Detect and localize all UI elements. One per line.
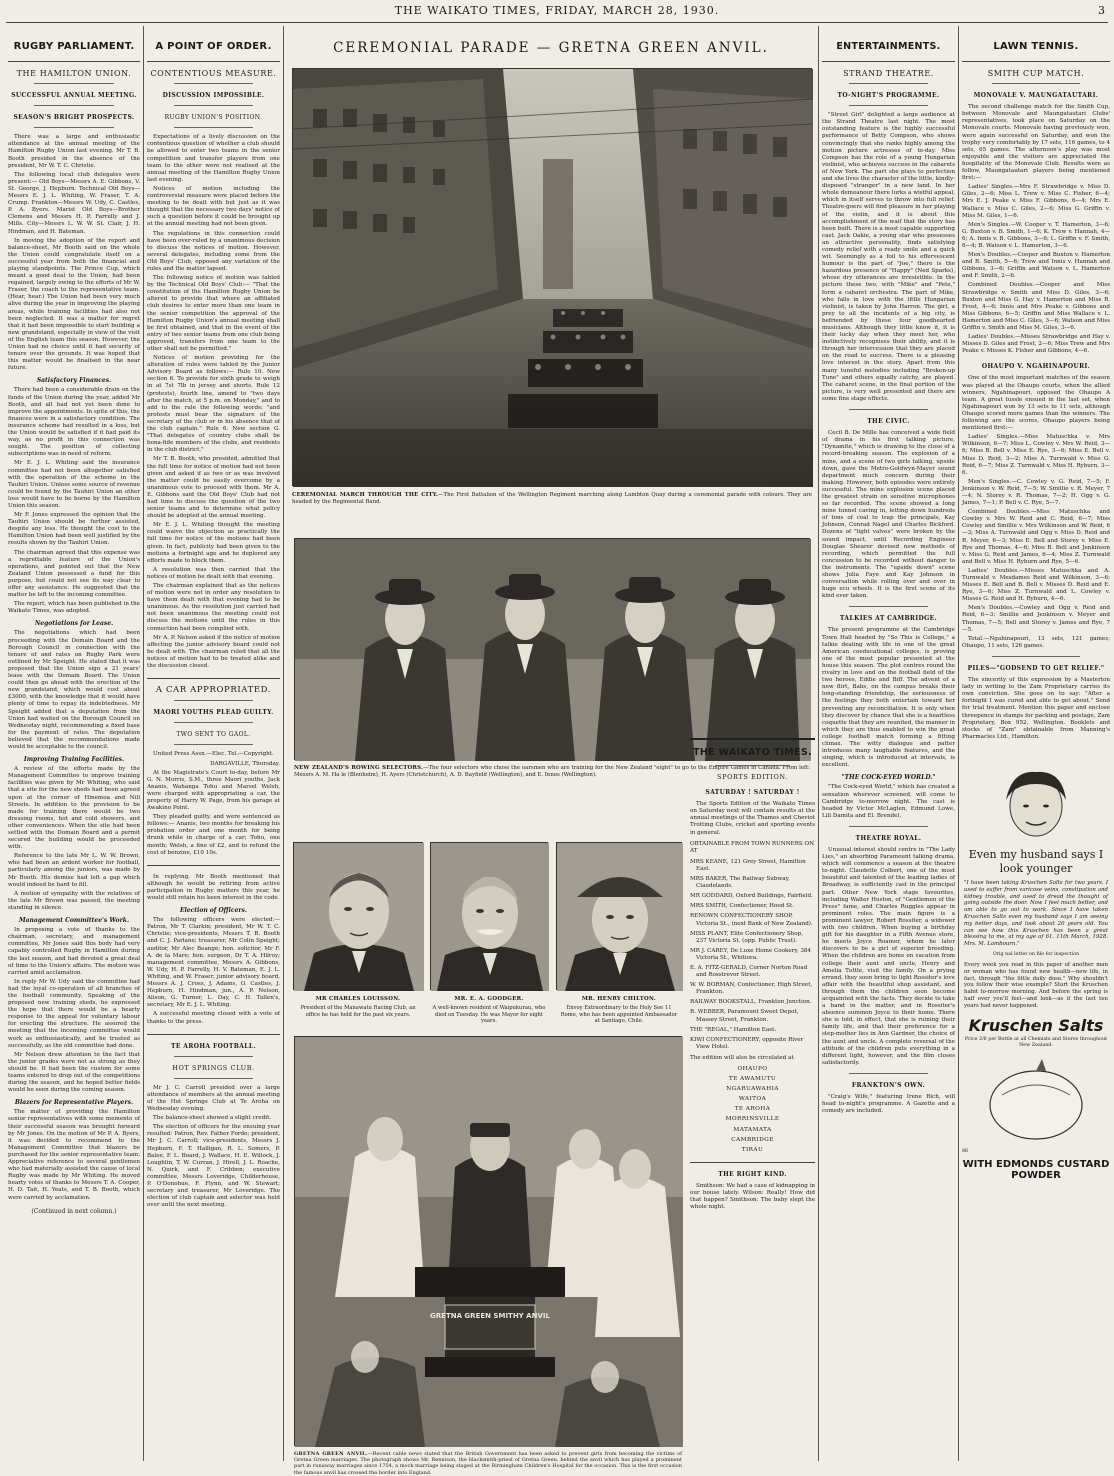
divider — [962, 61, 1110, 62]
article-paragraph: Ladies' Doubles.—Misses Strawbridge and Hay v. Misses D. Giles and Frost, 2—6; Miss Trew and Mrs Peake v. Misses K. Fisher and Gibbons, 4—6. — [962, 334, 1110, 355]
article-paragraph: The balance-sheet showed a slight credit. — [153, 1115, 272, 1122]
deck: SEASON'S BRIGHT PROSPECTS. — [13, 114, 135, 122]
divider — [849, 606, 929, 607]
box-rule — [690, 738, 815, 740]
article-paragraph: The following local club delegates were present:— Old Boys—Messrs A. E. Gibbons, V. St. George, J. Hepburn. Technical Old Boys—Messrs E. J. L. Whiting, W. Fraser, T. A. Crump. Frankton—Messrs W. Udy, C. Castles, P. A. Byers. Marist Old Boys—Brother Clemens and Messrs H. P. Farrelly and J. Mills. City—Messrs L. W. W. St. Clair, J. H. Hindman, and H. Bateman. — [8, 171, 140, 235]
portrait-description: Envoy Extraordinary to the Holy See 11 Rome, who has been appointed Ambassador at Santiago, Chile. — [560, 1005, 678, 1025]
deck: RUGBY UNION'S POSITION. — [164, 114, 263, 122]
caption-ceremonial-march — [292, 492, 812, 506]
article-paragraph: There had been a considerable drain on the funds of the Union during the year, added Mr Booth, and all had not yet been done to improve the appointments. In spite of this, the finances were in a satisfactory condition. The insurance scheme had resulted in a loss, but the Union would be satisfied if it had paid its way, as no profit in this connection was sought. The position of collecting subscriptions was in need of reform. — [8, 387, 140, 458]
article-paragraph: Notices of motion including the controversial measure were placed before the meeting to be dealt with but just as it was thought that the necessary two days' notice of such a question before it could be brought up at the annual meeting had not been given. — [147, 185, 280, 228]
divider — [174, 722, 254, 723]
deck: SUCCESSFUL ANNUAL MEETING. — [11, 92, 137, 100]
article-paragraph: "The Cock-eyed World," which has created a sensation wherever screened, will come to Cambridge to-morrow night. The cast is headed by Victor McLaglen, Edmund Lowe, Lili Damita and El. Brendel. — [822, 784, 955, 819]
ad-headline: Even my husband says I look younger — [968, 848, 1104, 875]
divider — [849, 83, 929, 84]
column-rugby-parliament — [8, 26, 140, 1461]
section-subhead: "THE COCK-EYED WORLD." — [841, 774, 936, 782]
divider — [849, 1073, 929, 1074]
agent-item: MRS SMITH, Confectioner, Hood St. — [690, 903, 795, 910]
section-subhead: Blazers for Representative Players. — [14, 1099, 134, 1107]
ad-number: 86 — [962, 1148, 969, 1154]
article-paragraph: Mr E. J. L. Whiting said the insurance committee had not been altogether satisfied with the operation of the scheme in the Tauhiri Union. Unless some source of revenue could be found by the Tauhiri Union an other loss would have to be borne by the Hamilton Union this season. — [8, 460, 140, 509]
headline-te-aroha-football: TE AROHA FOOTBALL. — [170, 1042, 257, 1050]
article-paragraph: The second challenge match for the Smith Cup, between Monovale and Maungatautari Clubs' representatives, took place on Saturday on the Monovale courts. Monovale having previously won, were again successful on Saturday, and won the trophy very comfortably by 17 sets, 116 games, to 4 sets, 65 games. The afternoon's play was most enjoyable and the visitors are appreciated the hospitality of the Monovale Club. Results were as follow, Maungatautari players being mentioned first:— — [962, 104, 1110, 182]
divider — [147, 865, 280, 866]
town-item: TE AROHA — [734, 1106, 771, 1113]
portrait-description: President of the Manawatu Racing Club, an office he has held for the past six years. — [300, 1005, 416, 1018]
caption-text: —Recent cable news stated that the British Government has been asked to prevent girls from becoming the victims of Gretna Green marriages. The photograph shows Mr. Rennison, the blacksmith-priest of Gretna Green, behind the anvil which has played a prominent part in runaway marriages since 1754, a mock marriage being staged at the Birmingham Children's Hospital for the occasion. This is the first occasion the famous anvil has crossed the border into England. — [294, 1451, 682, 1476]
divider — [849, 105, 929, 106]
article-paragraph: Cecil B. De Mille has conceived a wide field of drama in his first talking picture, "Dynamite," which is drawing to the close of a record-breaking season. The explosion of a mine, and a scene of two girls talking, upside down, gave the Metro-Goldwyn-Mayer sound department much concern during their making. However, both episodes were entirely successful. The mine explosion scene placed the greatest strain on sensitive microphones so far recorded. The scene showed a long mine tunnel caving in, letting down hundreds of tons of coal to trap the principals, Kay Johnson, Conrad Nagel and Charles Bickford. Dozens of "light valves" were broken by the sound impact, until Recording Engineer Douglas Shearer devised new methods of recording, which permitted the full concussion to be recorded without danger to the instruments. The "upside down" scene shows Julia Faye and Kay Johnson in conversation while rolling over and over in huge ecu wheels. It is the first scene of its kind ever taken. — [822, 430, 955, 600]
fruit-illustration-icon — [962, 1055, 1110, 1145]
portrait-chilton — [556, 842, 682, 990]
article-paragraph: The regulations in this connection could have been over-ruled by a unanimous decision to discuss the notices of motion. However, several delegates, including some from the Old Boys' Club, opposed any variation of the rules and the matter lapsed. — [147, 230, 280, 272]
section-subhead: Improving Training Facilities. — [23, 756, 125, 764]
subhead: SMITH CUP MATCH. — [987, 69, 1085, 78]
dateline: United Press Assn.—Elec. Tel.—Copyright. — [153, 751, 274, 758]
headline-point-of-order: A POINT OF ORDER. — [155, 41, 272, 52]
portrait-goodger-image — [431, 843, 549, 991]
divider — [174, 105, 254, 106]
divider — [690, 1162, 815, 1163]
divider — [174, 1056, 254, 1057]
divider — [174, 83, 254, 84]
portrait-chilton-image — [557, 843, 683, 991]
dateline-place: DARGAVILLE, Thursday. — [210, 760, 280, 767]
box-title: THE WAIKATO TIMES. — [693, 747, 812, 758]
portrait-name: MR. E. A. GOODGER. — [454, 996, 524, 1002]
ad-brand: Kruschen Salts — [968, 1015, 1104, 1035]
portrait-goodger — [430, 842, 548, 990]
box-obtainable: OBTAINABLE FROM TOWN RUNNERS ON AT — [690, 840, 815, 854]
town-item: MORRINSVILLE — [725, 1116, 780, 1123]
caption-text: —The First Battalion of the Wellington Regiment marching along Lambton Quay during a ceremonial parade with colours. They are headed by the Regimental Band. — [292, 492, 812, 505]
section-subhead: Satisfactory Finances. — [36, 377, 112, 385]
pictorial-title: CEREMONIAL PARADE — GRETNA GREEN ANVIL. — [333, 40, 769, 56]
article-paragraph: Combined Doubles.—Miss Matuschka and Cowley v. Mrs W. Reid and C. Reid, 6—7; Miss Cowley and Smillie v. Mrs Wilkinson and W. Reid, 6—3; Miss A. Turnwald and Ogg v. Miss D. Reid and R. Meyer, 6—3; Miss E. Bell and Storey v. Miss E. Rye and Thomas, 4—6; Miss B. Bell and Jenkinson v. Miss G. Reid and James, 6—4; Miss Z. Turnwald and Bell v. Miss H. Ryburn and Rye, 5—6. — [962, 509, 1110, 565]
column-point-of-order — [147, 26, 280, 1461]
divider — [992, 656, 1081, 657]
column-rule — [143, 26, 144, 1461]
section-subhead: Election of Officers. — [179, 907, 248, 915]
divider — [34, 127, 113, 128]
divider — [174, 1078, 254, 1079]
article-paragraph: They pleaded guilty, and were sentenced as follows:— Ananis, two months for breaking his probation order and one month for being drunk while in charge of a car; Tohu, one month; Welsh, a fine of £2, and to refund the cost of benzine, £10 10s. — [147, 814, 280, 856]
article-paragraph: The report, which has been published in the Waikato Times, was adopted. — [8, 601, 140, 615]
waikato-times-sports-box — [690, 738, 815, 1460]
article-paragraph: The sincerity of this expression by a Masterton lady in writing to the Zam Proprietary carries its own conviction. She goes on to say: "After a fortnight I was cured and able to get about." Send for trial treatment. Mention this paper and enclose threepence in stamps for packing and postage, Zam Proprietary, Box 952, Wellington. Booklets and stocks of "Zam" obtainable from Manning's Pharmacies Ltd., Hamilton. — [962, 677, 1110, 740]
article-paragraph: The matter of providing the Hamilton senior representatives with some memento of their successful season was brought forward by Mr Jones. On the motion of Mr P. A. Byers, it was decided to recommend to the Management Committee that blazers be purchased for the senior representative team. Appreciative reference to several gentlemen who had materially assisted the cause of local Rugby was made by Mr Whiting. He moved hearty votes of thanks to Messrs T. A. Cooper, H. D. Tait, H. Yeats, and T. B. Booth, which were carried by acclamation. — [8, 1109, 140, 1201]
agent-item: RENOWN CONFECTIONERY SHOP, Victoria St., (next Bank of New Zealand). — [690, 913, 813, 927]
ad-edmonds: WITH EDMONDS CUSTARD POWDER — [962, 1158, 1110, 1181]
headline-car-appropriated: A CAR APPROPRIATED. — [155, 685, 272, 696]
article-paragraph: Mr T. B. Booth, who presided, admitted that the full time for notice of motion had not been given and asked if as two or as was involved the matter could be easily overcome by a unanimous vote to proceed with them. Mr A. E. Gibbons said the Old Boys' Club had not had time to discuss the question of the two senior teams and to determine what policy should be adopted at the annual meeting. — [147, 456, 280, 520]
caption-title: GRETNA GREEN ANVIL. — [294, 1451, 368, 1457]
article-paragraph: "Craig's Wife," featuring Irene Rich, will head to-night's programme. A Gazette and a comedy are included. — [822, 1094, 955, 1115]
article-paragraph: The chairman explained that as the notices of motion were not in order any resolution to have them dealt with that evening had to be unanimous. As the resolution just carried had not been unanimous the meeting could not discuss the motions until the rules in this connection had been complied with. — [147, 583, 280, 632]
divider — [715, 765, 790, 766]
article-paragraph: Ladies' Doubles.—Misses Matuschka and A. Turnwald v. Mesdames Reid and Wilkinson, 3—6; Misses E. Bell and B. Bell v. Misses D. Reid and E. Rye, 3—6; Miss Z. Turnwald and L. Cowley v. Misses G. Reid and H. Ryburn, 4—6. — [962, 567, 1110, 603]
town-item: NGARUAWAHIA — [726, 1086, 779, 1093]
article-paragraph: The present programme at the Cambridge Town Hall headed by "So This is College," a talkie dealing with life in one of the great American coeducational colleges, is proving one of the most popular presented at the house this season. The plot centres round the rivalry in love and on the football field of the two heroes, Eddie and Biff. The advent of a new flirt, Babs, on the campus breaks their long-standing friendship, the seriousness of the feelings they both entertain toward her preventing any reconciliation. It is only when they discover by chance that she is a heartless coquette that they are reunited, the manner in which they are thus enabled to win the great college football match forming a fitting climax. The witty dialogue and patter introduces many laughable features, and the singing, which is introduced at intervals, is excellent. — [822, 627, 955, 769]
article-paragraph: The negotiations which had been proceeding with the Domain Board and the Borough Council in connection with the tenure of and rates on Rugby Park were outlined by Mr Speight. He stated that it was proposed that the Union sign a 21 years' lease with the Domain Board. The Union could then go ahead with the erection of the new grandstand, which would cost about £3000, with the knowledge that it would have plenty of time to repay its indebtedness. Mr Speight added that a deputation from the Union had waited on the Borough Council on Wednesday night, recommending a fixed base for the payment of rates. The deputation believed that the recommendations made would be acceptable to the council. — [8, 630, 140, 750]
agent-item: MR GODDARD, Oxford Buildings, Fairfield. — [690, 893, 813, 900]
agent-item: R. WEBBER, Paramount Sweet Depot, Massey Street, Frankton. — [690, 1009, 799, 1023]
portrait-name: MR CHARLES LOUISSON. — [315, 996, 401, 1002]
deck: MONOVALE V. MAUNGATAUTARI. — [973, 92, 1099, 100]
ad-original-note: Orig nal letter on file for inspection — [992, 951, 1080, 957]
deck: HOT SPRINGS CLUB. — [172, 1063, 255, 1072]
photo-rowing-selectors — [294, 538, 810, 760]
article-paragraph: Ladies' Singles.—Miss Matuschka v. Mrs Wilkinson, 6—7; Miss L. Cowley v. Mrs W. Reid, 3—6; Miss B. Bell v. Miss E. Rye, 3—6; Miss E. Bell v. Miss D. Reid, 3—2; Miss A. Turnwald v. Miss G. Reid, 6—7; Miss Z. Turnwald v. Miss H. Ryburn, 3—6. — [962, 434, 1110, 476]
agent-item: THE "REGAL," Hamilton East. — [690, 1026, 777, 1033]
article-paragraph: Combined Doubles.—Cooper and Miss Strawbridge v. Smith and Miss D. Giles, 3—6; Buxton and Miss G. Hay v. Hamerton and Miss B. Frost, 4—6; Innis and Mrs Peake v. Gibbons and Miss Gibbons, 6—5; Griffin and Miss Wallace v. L. Hamerton and Miss C. Giles, 3—6; Watson and Miss Griffin v. Smith and Miss M. Giles, 3—6. — [962, 282, 1110, 331]
article-paragraph: The following officers were elected:— Patron, Mr T. Clarkin; president, Mr W. T. C. Christie; vice-presidents, Messrs T. B. Booth and C. J. Parlane; treasurer, Mr Colin Speight; auditor, Mr Alec Beange; hon. solicitor, Mr F. A. de la Mare; hon. surgeon, Dr T. A. Hilroy; management committee, Messrs A. Gibbons, W. Udy, H. P. Farrelly, H. V. Bateman, E. J. L. Whiting, and W. Fraser; junior advisory board, Messrs A. J. Cross, J. Adams, O. Castles, J. Hepburn, H. Hindman, jun., A. P. Nelson, Alison, G. Turner, L. Day, C. H. Tallen's, secretary, Mr E. J. L. Whiting. — [147, 917, 280, 1009]
article-paragraph: Expectations of a lively discussion on the contentious question of whether a club should be allowed to enter two teams in the senior competition and transfer players from one team to the other were not realised at the annual meeting of the Hamilton Rugby Union last evening. — [147, 134, 280, 183]
agent-item: E. A. FITZ-GERALD, Corner Norton Road and Rosstrevor Street. — [690, 964, 808, 979]
deck: TO-NIGHT'S PROGRAMME. — [837, 92, 940, 100]
subhead: THE HAMILTON UNION. — [16, 69, 132, 78]
photo-gretna-green-anvil-image — [295, 1037, 683, 1447]
divider — [34, 83, 113, 84]
divider — [992, 83, 1081, 84]
article-paragraph: "Street Girl" delighted a large audience at the Strand Theatre last night. The most outstanding feature is the highly successful performance of Betty Compson, who shows convincingly that she ranks highly among the motion picture actresses of to-day. Miss Compson has the role of a young Hungarian violinist, who achieves success in the cabarets of New York. The part she plays to perfection and she lives the character of the little, kindly-disposed "stranger" in a new land. In her whole demeanour there lurks a wistful appeal, which in itself serves to throw into full relief. Theatre-goers will find pleasure in her playing of the violin, and it is about this accomplishment of the waif that the story has been built. There is a most capable supporting cast. Jack Oakie, a young star who possesses an attractive personality, finds satisfying comedy relief with a ready smile and a quick wit. Seemingly as a foil to his effervescent humour is the part of "Joe," there is the hazardous presence of "Happy" (Ned Sparks), whose dry utterances are irresistible. In the picture these two, with "Mike" and "Pete," form a cabaret orchestra. The part of Mike, who falls in love with the little Hungarian violinist, is taken by John Harron. The girl, a prey to all the incidents of a big city, is befriended by these four goodhearted musicians. Although they little know it, it is their lucky day when they meet her, who instinctively recognises their ability, and it is through her intercession that they are placed on the road to success. There is a pleasing love interest in the story. Apart from this many tuneful melodies including "Broken-up Tune" and others equally catchy, are played. The cabaret scene, in the final portion of the picture, is very well presented and there are some fine stage effects. — [822, 112, 955, 402]
article-paragraph: Unusual interest should centre in "The Lady Lies," an absorbing Paramount talking drama, which will commence a season at the theatre to-night. Claudette Colbert, one of the most beautiful and talented of the leading ladies of Broadway, is sufficiently cast in the principal part. Other New York stage favourites, including Walter Huston, of "Gentlemen of the Press" fame, and Charles Ruggles appear in prominent roles. The main figure is a prominent lawyer, Robert Rossiter, a widower with two children. When buying a birthday gift for his daughter in a Fifth Avenue store, he meets Joyce Roamer, whom he later discovers to be a girl of superior breeding. When the children are home on vacation from college their aunt and uncle, Henry and Amelia Tuttle, visit the family. On a prying errand, they soon bring to light Rossiter's love affair with the beautiful shop assistant, and through them the children soon become acquainted with the facts. They decide to take a hand in the matter, and in Rossiter's absence summon Joyce to their home. There she is told, in effect, that she is ruining their family life, and that their preference for a step-mother lies in Ann Gardner, the choice of the aunt and uncle. A complete reversal of the attitude of the children puts everything in a different light, however, and the film closes satisfactorily. — [822, 847, 955, 1066]
article-paragraph: In proposing a vote of thanks to the chairman, secretary, and management committee, Mr Jones said this body had very capably controlled Rugby in Hamilton during the last season, and had devoted a great deal of time to the Union's affairs. The motion was carried amid acclamation. — [8, 927, 140, 976]
divider — [822, 61, 955, 62]
section-subhead: Negotiations for Lease. — [34, 620, 114, 628]
portrait-name: MR. HENRY CHILTON. — [581, 996, 657, 1002]
headline-frankton: FRANKTON'S OWN. — [851, 1081, 926, 1089]
page-number: 3 — [1098, 4, 1106, 17]
divider — [8, 61, 140, 62]
article-paragraph: Mr A. P. Nelson asked if the notice of motion affecting the junior advisory board could not be dealt with. The chairman ruled that all the notices of motion had to be treated alike and the discussion closed. — [147, 634, 280, 670]
agent-item: MR J. CAREY, De Luxe Home Cookery, 384 Victoria St., Whitiora. — [690, 947, 812, 961]
subhead: STRAND THEATRE. — [843, 69, 934, 78]
deck: MAORI YOUTHS PLEAD GUILTY. — [153, 709, 274, 717]
kruschen-advertisement — [962, 760, 1110, 1460]
masthead-text: THE WAIKATO TIMES, FRIDAY, MARCH 28, 1930. — [394, 4, 720, 17]
divider — [849, 826, 929, 827]
article-paragraph: One of the most important matches of the season was played at the Ohaupo courts, when the allied winners, Ngahinapouri, opposed the Ohaupo A team. A great tussle ensued in the last set, when Ngahinapouri won by 13 sets to 11 sets, although Ohaupo scored more games than the winners. The following are the scores, Ohaupo players being mentioned first:— — [962, 375, 1110, 432]
divider — [147, 678, 280, 679]
article-paragraph: Smithson: We had a case of kidnapping in our house lately. Wilson: Really! How did that happen? Smithson: The baby slept the whole night. — [690, 1182, 815, 1211]
article-paragraph: Reference to the late Mr L. W. W. Brown, who had been an ardent worker for football, particularly among the juniors, was made by Mr Booth. His demise had left a gap which would indeed be hard to fill. — [8, 853, 140, 888]
divider — [147, 61, 280, 62]
masthead — [0, 4, 1114, 22]
article-paragraph: Mr E. J. L. Whiting thought the meeting could waive the objection as practically the full time for notice of the motions had been given. In fact, publicity had been given to the motions a fortnight ago and he deplored any efforts made to block them. — [147, 522, 280, 564]
headline-rugby-parliament: RUGBY PARLIAMENT. — [13, 41, 135, 52]
column-lawn-tennis — [962, 26, 1110, 754]
article-paragraph: Men's Doubles.—Cowley and Ogg v. Reid and Reid, 6—3; Smillie and Jenkinson v. Meyer and Thomas, 7—5; Bell and Storey v. James and Rye, 7—5. — [962, 605, 1110, 633]
article-paragraph: A resolution was then carried that the notices of motion be dealt with that evening. — [147, 566, 280, 580]
deck: OHAUPO V. NGAHINAPOURI. — [981, 363, 1091, 371]
town-item: CAMBRIDGE — [731, 1136, 774, 1143]
agent-list — [690, 859, 815, 1051]
column-rule — [283, 26, 284, 1461]
continued-note: (Continued in next column.) — [31, 1207, 117, 1215]
box-edition: SPORTS EDITION. — [717, 773, 788, 781]
headline-civic: THE CIVIC. — [867, 418, 910, 426]
divider — [849, 409, 929, 410]
column-entertainments — [822, 26, 955, 1461]
headline-lawn-tennis: LAWN TENNIS. — [993, 41, 1079, 52]
agent-item: MRS BAKER, The Railway Subway, Claudelands. — [690, 876, 790, 890]
divider — [174, 744, 254, 745]
article-paragraph: A motion of sympathy with the relatives of the late Mr Brown was passed, the meeting standing in silence. — [8, 890, 140, 911]
town-item: WAITOA — [738, 1096, 767, 1103]
article-paragraph: Men's Doubles.—Cooper and Buxton v. Hamerton and B. Smith, 5—6; Trew and Innis v. Hannah and Gibbons, 3—6; Griffin and Watson v. L. Hamerton and F. Smith, 2—6. — [962, 252, 1110, 280]
portrait-louisson-image — [294, 843, 424, 991]
section-subhead: Management Committee's Work. — [18, 917, 130, 925]
article-paragraph: At the Magistrate's Court to-day, before Mr G. N. Morris, S.M., three Maori youths, Jack Ananis, Wahanga Tohu and Marsel Welsh, were charged with appropriating a car, the property of Harry W. Page, from his garage at Awakino Point. — [147, 769, 280, 812]
article-paragraph: The chairman agreed that this expense was a regrettable feature of the Union's operations, and pointed out that the New Zealand Union possessed a fund for this purpose, but could not see its way clear to offer any assistance. He suggested that the matter be left to the incoming committee. — [8, 549, 140, 599]
town-item: OHAUPO — [737, 1066, 768, 1072]
caption-title: CEREMONIAL MARCH THROUGH THE CITY. — [292, 492, 439, 498]
town-item: MATAMATA — [733, 1126, 772, 1133]
agent-item: RAILWAY BOOKSTALL, Frankton Junction. — [690, 999, 812, 1006]
agent-item: MRS KEANE, 121 Grey Street, Hamilton East. — [690, 858, 806, 872]
agent-item: MISS PLANT, Elite Confectionery Shop, 237 Victoria St. (opp. Public Trust). — [690, 930, 804, 944]
ad-testimonial: "I have been taking Kruschen Salts for two years. I used to suffer from varicose veins, constipation and kidney trouble, and used to dread the thought of going outside the door. Now I feel much better, and am able to go out to work. Since I have taken Kruschen Salts even my husband says I am seeing my better days, and look about 20 years old. You can see how this Kruschen has been a great blessing to me, at my age of 61. 11th March, 1928. Mrs. M. Lambourn." — [964, 880, 1108, 948]
column-rule — [958, 26, 959, 1461]
column-rule — [818, 26, 819, 1461]
headline-right-kind: THE RIGHT KIND. — [718, 1170, 787, 1178]
woman-illustration-icon — [962, 760, 1110, 840]
headline-piles: PILES—"GODSEND TO GET RELIEF." — [967, 664, 1105, 672]
deck: DISCUSSION IMPOSSIBLE. — [162, 92, 265, 100]
divider — [34, 105, 113, 106]
ad-body: Every week you read in this paper of another man or woman who has found new health—new life, in fact, through "the little daily dose." Why shouldn't you follow their wise example? Start the Kruschen habit to-morrow morning. And before the spring is half over you'll feel—and look—as if the last ten years had never happened. — [964, 961, 1108, 1009]
article-paragraph: There was a large and enthusiastic attendance at the annual meeting of the Hamilton Rugby Union last evening. Mr T. B. Booth presided in the absence of the president, Mr W. T. C. Christie. — [8, 134, 140, 169]
subhead: CONTENTIOUS MEASURE. — [150, 69, 277, 78]
article-paragraph: The election of officers for the ensuing year resulted: Patron, Rev. Father Forde; president, Mr J. C. Carroll; vice-presidents, Messrs J. Hepburn, F. T. Halligan, R. L. Somers, P. Balee, F. L. Board, J. Wallace, H. E. Willock, J. Loughlin, T. W. Curran, J. Hirell, J. L. Roache, N. Quirk, and F. Cribben; executive committee, Messrs Loveridge, Childerhouse, P. O'Donohue, F. Flynn, and W. Stewart; secretary and treasurer, Mr Loveridge. The election of club captain and selector was held over until the next meeting. — [147, 1124, 280, 1209]
article-paragraph: In replying, Mr Booth mentioned that although he would be retiring from active participation in Rugby matters this year, he would still retain his keen interest in the code. — [147, 873, 280, 901]
caption-text: —The four selectors who chose the oarsmen who are training for the New Zealand "eight" to go to the Empire Games in Canada. From left: Messrs A. M. Ha le (Blenheim), H. Ayers (Christchurch), A. D. Bayfield (Wellington), and E. Innes (Wellington). — [294, 765, 810, 778]
article-paragraph: Ladies' Singles.—Mrs F. Strawbridge v. Miss D. Giles, 2—6; Miss L. Trew v. Miss C. Fisher, 6—4; Mrs E. J. Peake v. Miss F. Gibbons, 6—4; Mrs E. Wallace v. Miss C. Giles, 2—6; Miss G. Griffin v. Miss M. Giles, 1—6. — [962, 184, 1110, 219]
article-paragraph: In moving the adoption of the report and balance-sheet, Mr Booth said on the whole the Union could congratulate itself on a successful year from both the financial and playing standpoints. The Prince Cup, which meant a good deal to the Union, had been regained, largely owing to the efforts of Mr W. Fraser, the coach to the representative team. (Hear, hear.) The Union had been very much alive during the year in improving the playing areas, while training facilities had also not been neglected. It was a matter for regret that it had been impossible to start building a new grandstand, especially in view of the visit of the English team this season. However, the Union had no choice until it had security of tenure over the grounds. It was hoped that this matter would be finalised in the near future. — [8, 237, 140, 372]
article-paragraph: Mr Nelson drew attention to the fact that the junior grades were not as strong as they should be. It had been the custom for some teams entered to drop out of the competitions during the season, and he hoped better fields would be seen during the coming season. — [8, 1051, 140, 1094]
article-paragraph: Men's Singles.—W. Cooper v. T. Hamerton, 3—6; G. Buxton v. B. Smith, 1—6; K. Trew v. Hannah, 4—6; A. Innis v. B. Gibbons, 3—6; L. Griffin v. F. Smith, 6—4; B. Watson v. L. Hamerton, 3—6. — [962, 221, 1110, 249]
article-paragraph: Mr F. Jones expressed the opinion that the Tauhiri Union should be further assisted, despite any loss. He thought the cost to the Hamilton Union had been well justified by the results shown by the Tauhiri Union. — [8, 512, 140, 547]
anvil-sign-text: GRETNA GREEN SMITHY ANVIL — [430, 1312, 550, 1320]
article-paragraph: The following notice of motion was tabled by the Technical Old Boys' Club:— "That the constitution of the Hamilton Rugby Union be altered to provide that where an affiliated club desires to enter more than one team in the senior competition the approval of the Hamilton Rugby Union's annual meeting shall be first obtained, and that in the event of the entry of two senior teams from one club being approved, transfers from one team to the other shall not be permitted." — [147, 275, 280, 352]
divider — [147, 1034, 280, 1035]
ad-price: Price 2/6 per Bottle at all Chemists and Stores throughout New Zealand. — [964, 1036, 1108, 1048]
article-paragraph: Men's Singles.—C. Cowley v. G. Reid, 7—5; F. Jenkinson v. W. Reid, 7—5; W. Smillie v. R. Meyer, 7—4; N. Storey v. R. Thomas, 7—2; H. Ogg v. G. James, 7—1; P. Bell v. C. Rye, 5—7. — [962, 478, 1110, 507]
caption-gretna-green-anvil — [294, 1451, 682, 1476]
deck: TWO SENT TO GAOL. — [176, 731, 251, 739]
caption-title: NEW ZEALAND'S ROWING SELECTORS. — [294, 765, 424, 771]
article-paragraph: A review of the efforts made by the Management Committee to improve training facilities was given by Mr Whiting, who said that a site for the new sheds had been agreed upon at the corner of Hinemoa and Nill Streets. In addition to the provision to be made for training there would be two dressing rooms, hot and cold showers, and other conveniences. When the site had been settled with the Domain Board and a permit secured the building would be proceeded with. — [8, 766, 140, 851]
article-paragraph: A successful meeting closed with a vote of thanks to the press. — [147, 1011, 280, 1025]
town-item: TIRAU — [741, 1146, 764, 1153]
agent-item: W. W. BORMAN, Confectioner, High Street, Frankton. — [690, 982, 813, 996]
box-circulated: The edition will also be circulated at — [690, 1054, 794, 1061]
top-rule — [6, 22, 1108, 23]
article-paragraph: Total.—Ngahinapouri, 13 sets, 121 games; Ohaupo, 11 sets, 126 games. — [962, 635, 1110, 649]
divider — [174, 127, 254, 128]
agent-item: KIWI CONFECTIONERY, opposite River View Hotel. — [690, 1036, 804, 1050]
photo-gretna-green-anvil — [294, 1036, 682, 1446]
photo-ceremonial-march — [292, 68, 812, 486]
headline-entertainments: ENTERTAINMENTS. — [836, 41, 941, 52]
divider — [174, 700, 254, 701]
article-paragraph: In reply Mr W. Udy said the committee had had the loyal co-operation of all branches of the football community. Speaking of the proposed new training sheds, he expressed the hope that there would be a hearty response to the appeal for voluntary labour for erecting the structure. He assured the meeting that the incoming committee would work as enthusiastically, and he trusted as successfully, as the old committee had done. — [8, 978, 140, 1049]
box-saturday: SATURDAY ! SATURDAY ! — [705, 789, 800, 797]
photo-rowing-selectors-image — [295, 539, 811, 761]
headline-cambridge: TALKIES AT CAMBRIDGE. — [839, 615, 938, 623]
portrait-description: A well-known resident of Waipukurau, who died on Tuesday. He was Mayor for eight years. — [432, 1005, 546, 1025]
photo-ceremonial-march-image — [293, 69, 813, 487]
article-paragraph: Notices of motion providing for the alteration of rules were tabled by the Junior Advisory Board as follows:— Rule 10. New section 6. To provide for sixth grade to weigh in at 7st 7lb in jersey and shorts. Rule 12 (protests), fourth line, amend to "two days after the match, at 5 p.m. on Monday," and to add to the rule the following words: "and protests must bear the signature of the secretary of the club or in his absence that of the club captain." Rule 6. New section G. "That delegates of country clubs shall be bona-fide members of the clubs, and residents in the club district." — [147, 355, 280, 454]
town-item: TE AWAMUTU — [728, 1076, 777, 1083]
portrait-louisson — [293, 842, 423, 990]
headline-theatre-royal: THEATRE ROYAL. — [855, 834, 922, 842]
town-list — [690, 1066, 815, 1154]
article-paragraph: Mr J. C. Carroll presided over a large attendance of members at the annual meeting of the Hot Springs Club at Te Aroha on Wednesday evening. — [147, 1084, 280, 1113]
box-intro: The Sports Edition of the Waikato Times on Saturday next will contain results at the annual meetings of the Thames and Cheviot Trotting Clubs, cricket and sporting events in general. — [690, 801, 815, 836]
